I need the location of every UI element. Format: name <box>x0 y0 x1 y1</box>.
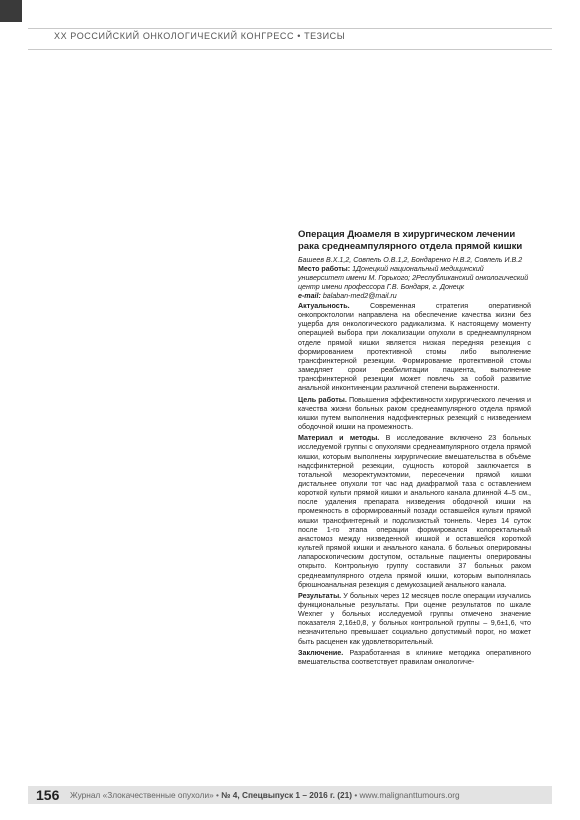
section-text: В исследование включено 23 больных исследуемой группы с опухолями среднеампулярного отдела прямой кишки, которым выполнены хирургические вмешательства в объёме надсфинктерной резекции, сущность которой заключается в тотальной мезоректумэктомии, пересечении прямой кишки дистальнее опухоли тот час над диафрагмой таза с оставлением короткой культи прямой кишки и анального канала длинной 4–5 см., после удаления препарата низведения ободочной кишки на промежность в сформированный позади оставшейся культи прямой кишки трансфинтерный и подслизистый тоннель. Через 14 суток после 1-го этапа операции формировался колоректальный анастомоз между низведенной кишкой и оставшейся короткой культей прямой кишки и анального канала. 6 больных оперированы лапароскопическим доступом, остальные пациенты оперированы открыто. Контрольную группу составили 37 больных раком среднеампулярного отдела прямой кишки, которым выполнялась брюшноанальная резекция с демукозацией анального канала. <box>298 434 531 589</box>
affiliation-label: Место работы: <box>298 265 351 273</box>
section-aim <box>298 396 531 433</box>
footer-journal: Журнал «Злокачественные опухоли» <box>70 790 214 800</box>
abstract-article <box>298 229 531 669</box>
article-affiliation <box>298 265 531 292</box>
article-email <box>298 292 531 301</box>
email-label: e-mail: <box>298 292 321 300</box>
section-text: Разработанная в клинике методика оперативного вмешательства соответствует правилам онкологиче- <box>298 648 532 666</box>
section-text: Современная стратегия оперативной онкопроктологии направлена на обеспечение качества жизни без ущерба для онкологического радикализма. К настоящему моменту операцией выбора при локализации опухоли в среднеампулярном отделе прямой кишки является низкая передняя резекция с формированием протективной стомы либо выполнение трансфинктерной резекции. Формирование протективной стомы замедляет сроки реабилитации пациента, выполнение трансфинктерной резекции может повлечь за собой развитие анальной инконтиненции различной степени выраженности. <box>298 302 531 393</box>
section-heading: Актуальность. <box>298 302 350 310</box>
section-conclusion <box>298 649 531 667</box>
section-text: Повышения эффективности хирургического лечения и качества жизни больных раком среднеампулярного отдела прямой кишки путем выполнения надсфинктерных резекций с низведением ободочной кишки на промежность. <box>298 395 531 432</box>
page-number: 156 <box>36 787 60 803</box>
section-results <box>298 592 531 647</box>
running-header: XX РОССИЙСКИЙ ОНКОЛОГИЧЕСКИЙ КОНГРЕСС • ТЕЗИСЫ <box>54 31 346 41</box>
email-value[interactable]: balaban-med2@mail.ru <box>322 292 397 300</box>
footer-issue: № 4, Спецвыпуск 1 – 2016 г. (21) <box>221 790 352 800</box>
section-heading: Материал и методы. <box>298 434 380 443</box>
section-heading: Результаты. <box>298 591 342 600</box>
footer-site-link[interactable]: www.malignanttumours.org <box>359 790 460 800</box>
section-relevance <box>298 302 531 394</box>
article-title: Операция Дюамеля в хирургическом лечении рака среднеампулярного отдела прямой кишки <box>298 229 523 252</box>
affiliation-text: 1Донецкий национальный медицинский университет имени М. Горького; 2Республиканский онкологический центр имени профессора Г.В. Бондаря, г. Донецк <box>298 265 529 291</box>
section-methods <box>298 434 531 590</box>
section-text: У больных через 12 месяцев после операции изучались функциональные результаты. При оценке результатов по шкале Wexner у больных исследуемой группы отмечено значение показателя 2,16±0,8, у больных контрольной группы – 9,6±1,6, что незначительно превышает социально допустимый порог, но может быть расценен как удовлетворительный. <box>298 591 532 646</box>
page-corner-mark <box>0 0 22 22</box>
footer-journal-line <box>70 789 460 801</box>
footer-separator: • <box>354 790 358 800</box>
footer-separator: • <box>216 790 219 800</box>
article-authors: Башеев В.Х.1,2, Совпель О.В.1,2, Бондаренко Н.В.2, Совпель И.В.2 <box>298 256 523 264</box>
section-heading: Цель работы. <box>298 395 347 404</box>
section-heading: Заключение. <box>298 648 344 657</box>
